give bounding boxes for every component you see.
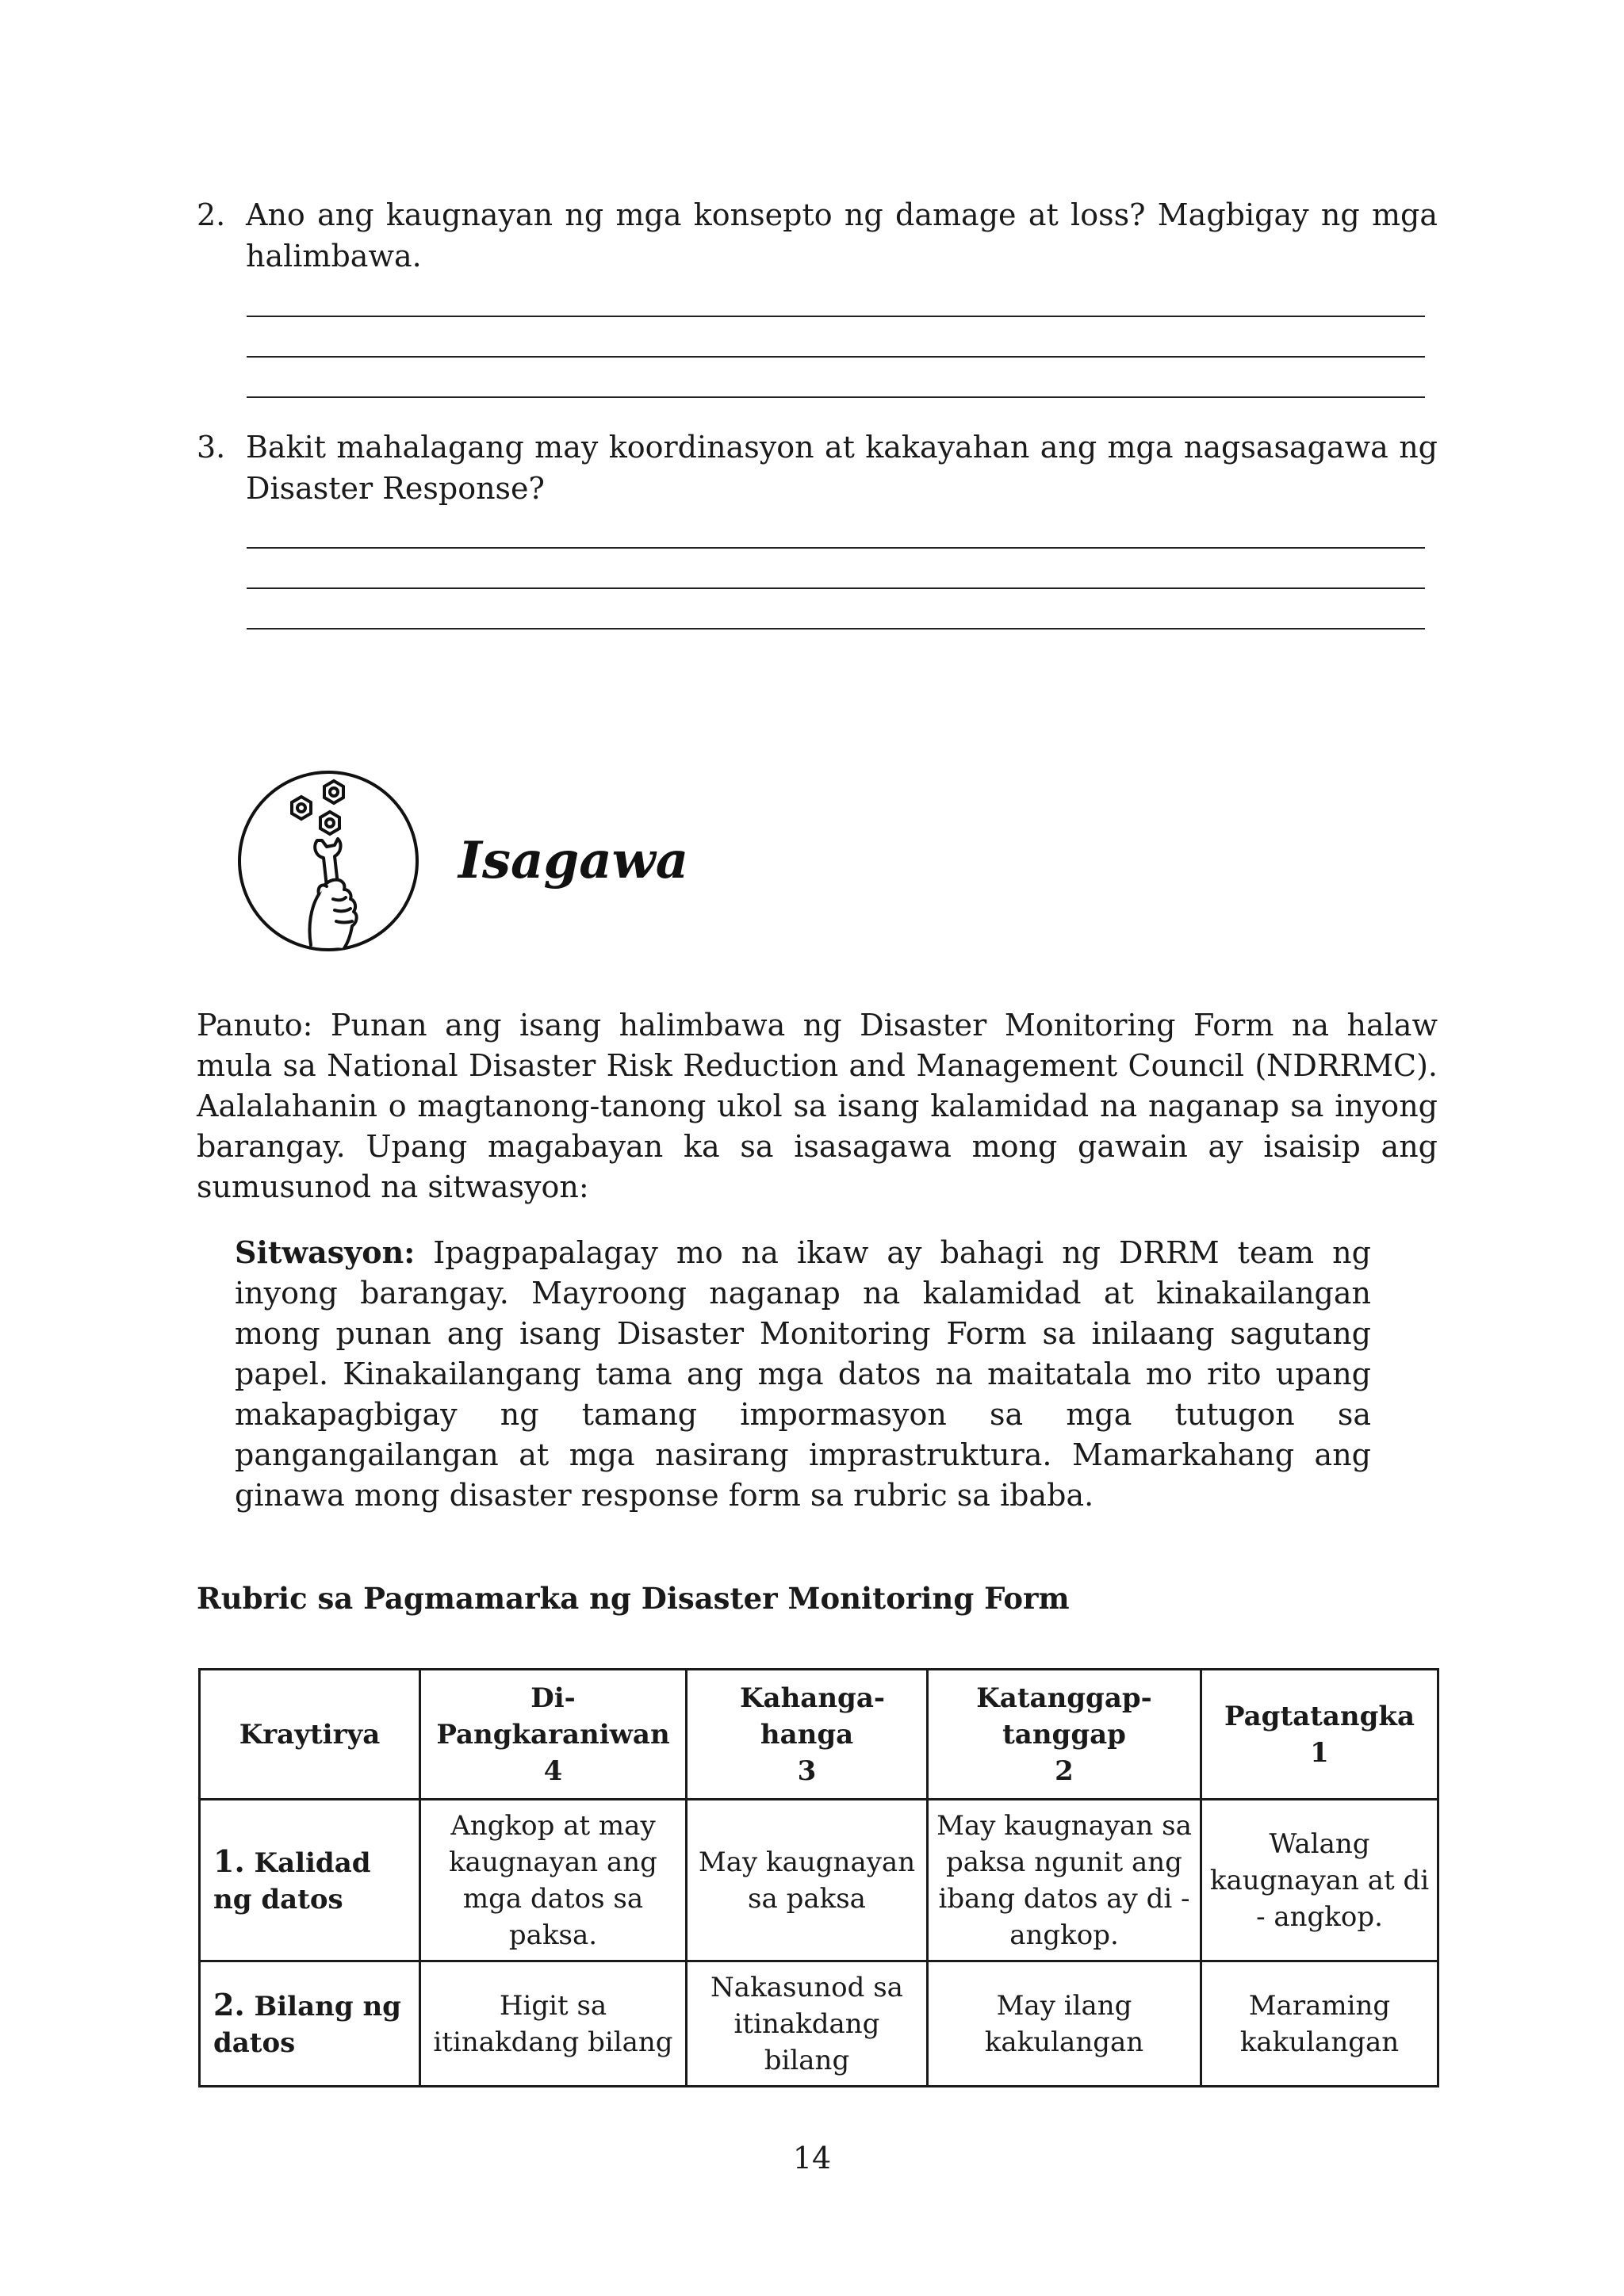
answer-line[interactable] [247,628,1425,629]
rubric-cell: Walang kaugnayan at di - angkop. [1201,1800,1438,1961]
rubric-cell: May ilang kakulangan [928,1961,1201,2087]
header-label: Di- Pangkaraniwan [436,1682,670,1751]
rubric-cell: Higit sa itinakdang bilang [420,1961,687,2087]
rubric-row [200,1800,1438,1961]
criterion-number: 2. [213,1986,245,2022]
situation-label: Sitwasyon: [235,1234,416,1270]
section-title: Isagawa [458,831,689,890]
rubric-cell: May kaugnayan sa paksa ngunit ang ibang datos ay di - angkop. [928,1800,1201,1961]
answer-line[interactable] [247,396,1425,398]
question-text: Ano ang kaugnayan ng mga konsepto ng damage at loss? Magbigay ng mga halimbawa. [246,197,1438,274]
rubric-cell: May kaugnayan sa paksa [687,1800,928,1961]
criterion-cell [200,1800,420,1961]
rubric-row [200,1961,1438,2087]
question-2 [197,194,1438,277]
header-label: Katanggap-tanggap [976,1682,1152,1751]
criterion-cell [200,1961,420,2087]
answer-line[interactable] [247,356,1425,358]
question-number: 2. [197,197,226,232]
criterion-number: 1. [213,1843,245,1879]
criterion-label: Kalidad ng datos [213,1846,371,1915]
rubric-cell: Angkop at may kaugnayan ang mga datos sa paksa. [420,1800,687,1961]
header-level-1 [1201,1670,1438,1800]
header-score: 3 [797,1755,817,1787]
question-text: Bakit mahalagang may koordinasyon at kakayahan ang mga nagsasagawa ng Disaster Response? [246,430,1438,506]
answer-line[interactable] [247,316,1425,317]
instructions: Panuto: Punan ang isang halimbawa ng Disaster Monitoring Form na halaw mula sa National Disaster Risk Reduction and Management Council (NDRRMC). Aalalahanin o magtanong-tanong ukol sa isang kalamidad na naganap sa inyong barangay. Upang magabayan ka sa isasagawa mong gawain ay isaisip ang sumusunod na sitwasyon: [197,1008,1438,1204]
situation [235,1232,1371,1516]
situation-text: Ipagpapalagay mo na ikaw ay bahagi ng DRRM team ng inyong barangay. Mayroong naganap na kalamidad at kinakailangan mong punan ang isang Disaster Monitoring Form sa inilaang sagutang papel. Kinakailangang tama ang mga datos na maitatala mo rito upang makapagbigay ng tamang impormasyon sa mga tutugon sa pangangailangan at mga nasirang imprastruktura. Mamarkahang ang ginawa mong disaster response form sa rubric sa ibaba. [235,1235,1371,1513]
header-level-4 [420,1670,687,1800]
rubric-title: Rubric sa Pagmamarka ng Disaster Monitoring Form [197,1581,1070,1616]
header-level-3 [687,1670,928,1800]
header-label: Kahanga-hanga [740,1682,885,1751]
rubric-cell: Nakasunod sa itinakdang bilang [687,1961,928,2087]
rubric-table [198,1668,1439,2087]
question-number: 3. [197,430,226,465]
hand-wrench-nuts-icon [235,767,422,955]
rubric-header-row [200,1670,1438,1800]
header-label: Pagtatangka [1224,1700,1415,1732]
header-criteria [200,1670,420,1800]
answer-line[interactable] [247,547,1425,549]
question-3 [197,427,1438,509]
page-number: 14 [792,2141,832,2175]
criterion-label: Bilang ng datos [213,1990,401,2059]
answer-line[interactable] [247,587,1425,589]
header-label: Kraytirya [239,1718,381,1751]
header-score: 4 [543,1755,563,1787]
header-score: 1 [1310,1736,1329,1769]
header-level-2 [928,1670,1201,1800]
rubric-cell: Maraming kakulangan [1201,1961,1438,2087]
header-score: 2 [1055,1755,1074,1787]
